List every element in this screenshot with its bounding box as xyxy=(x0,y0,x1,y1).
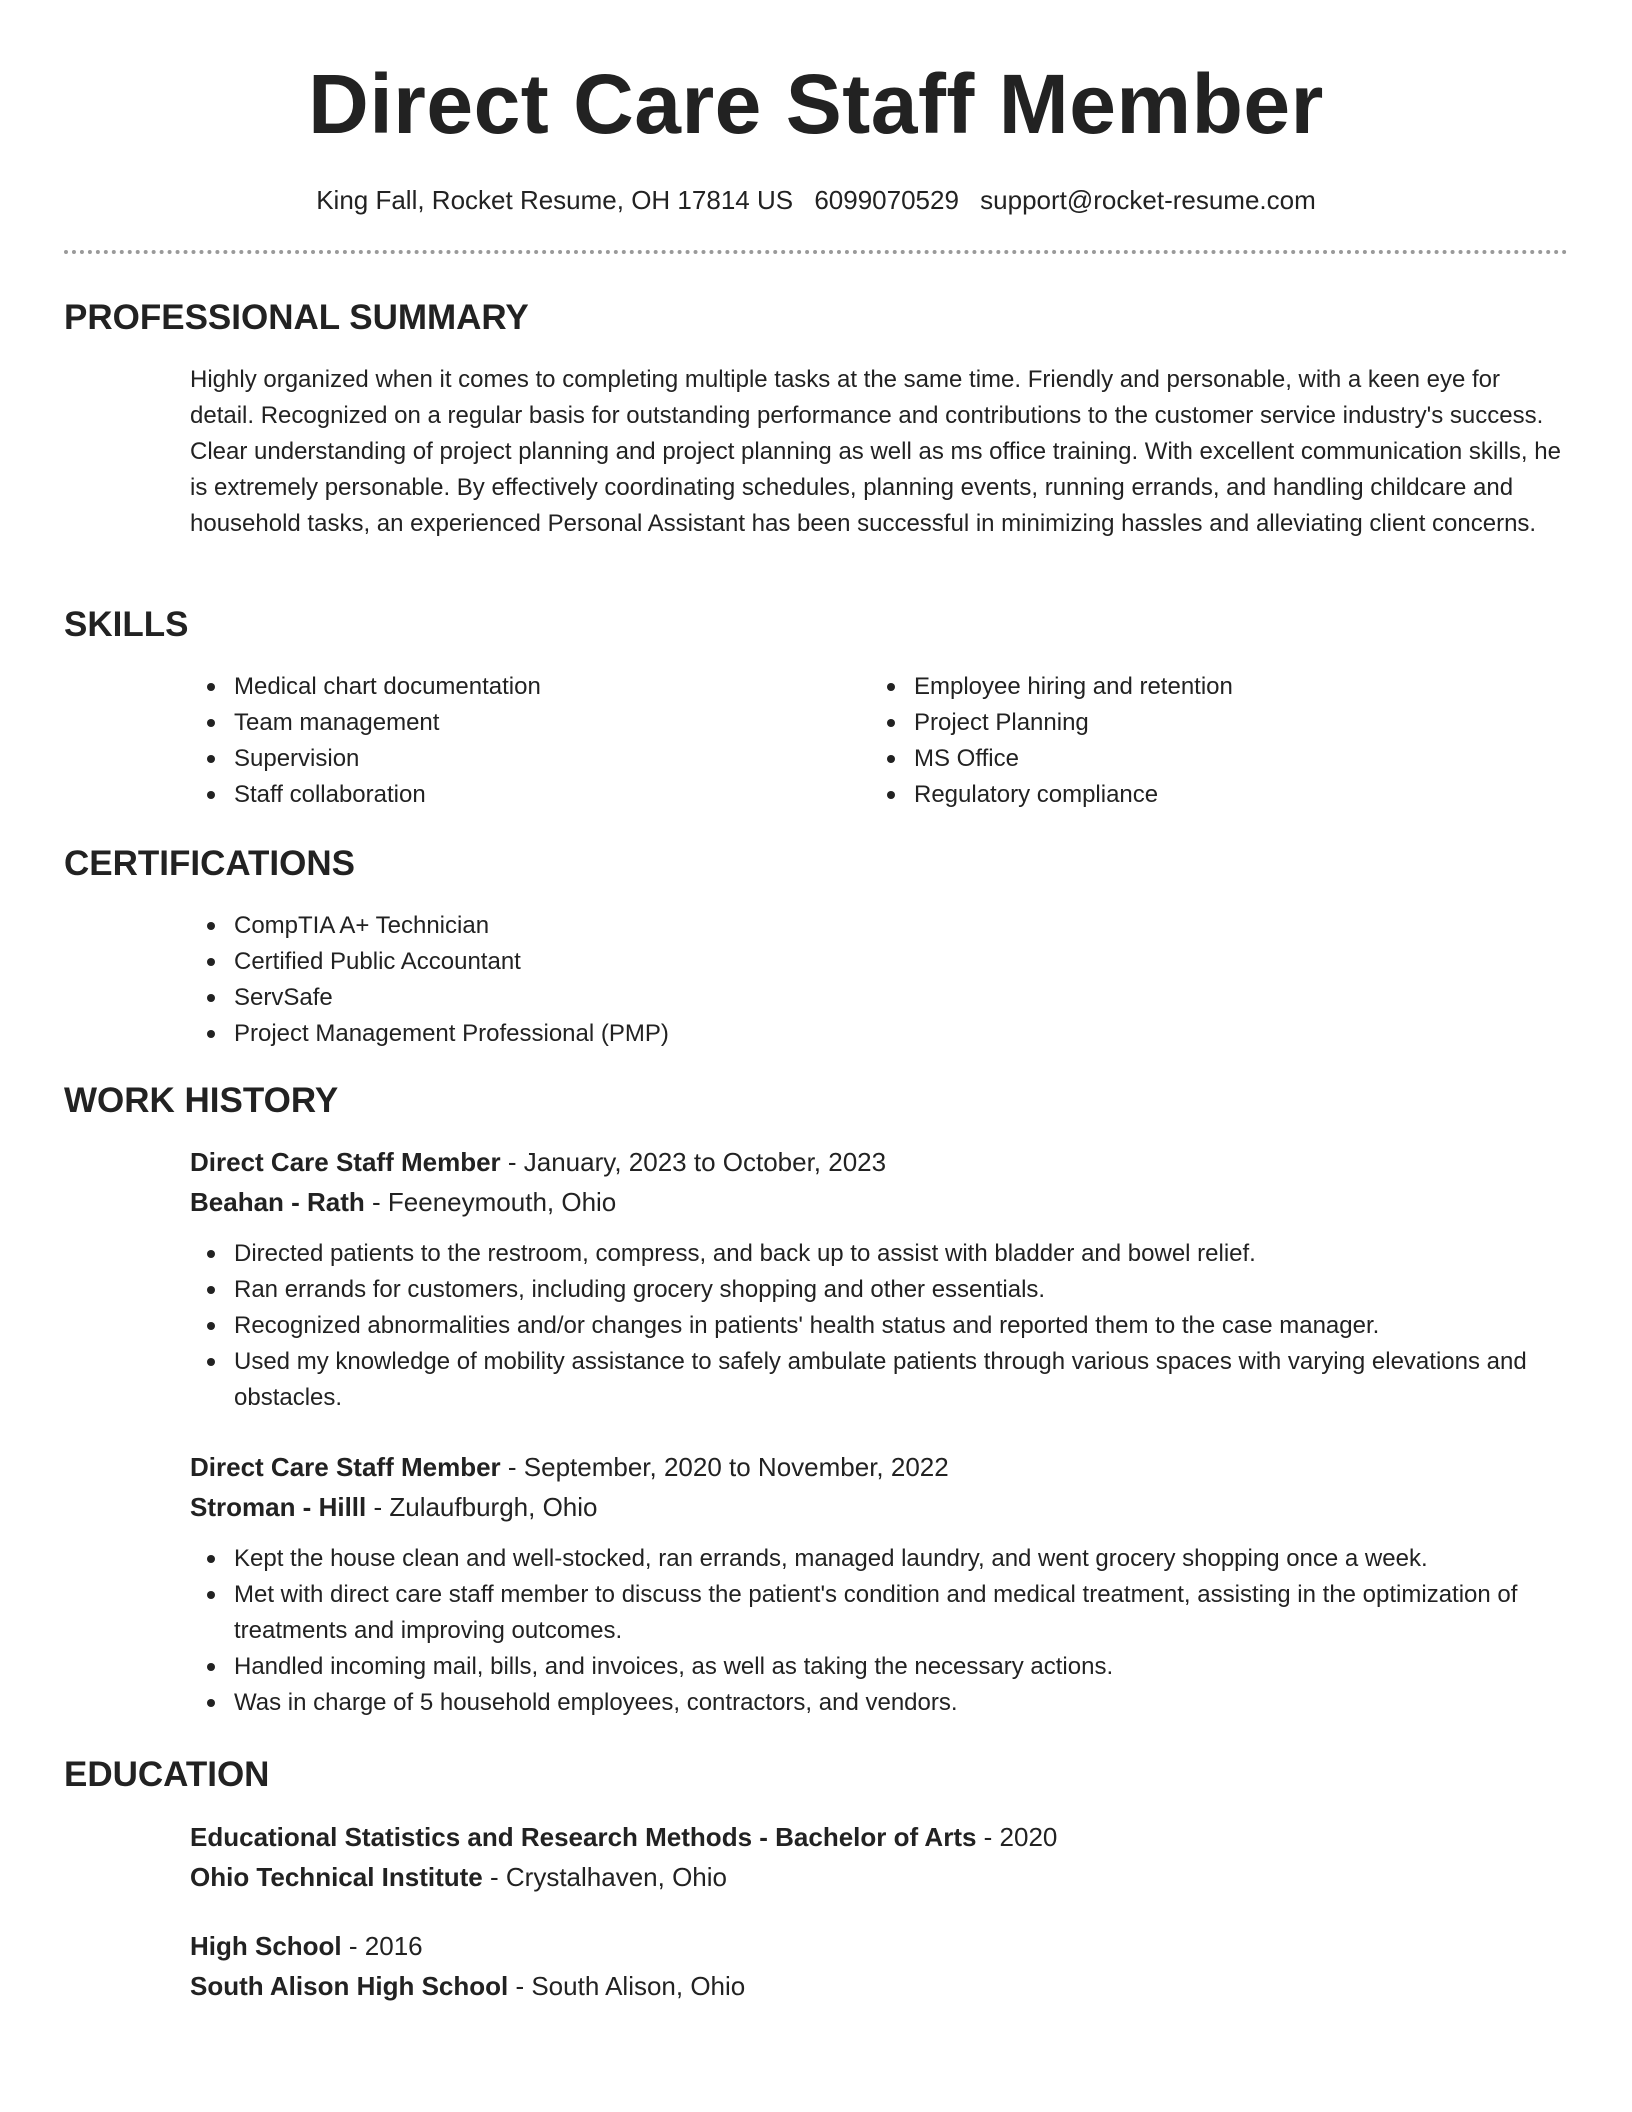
school-name: South Alison High School xyxy=(190,1971,509,2001)
certifications-list xyxy=(190,908,1570,1052)
list-item: Staff collaboration xyxy=(190,777,870,813)
list-item: Kept the house clean and well-stocked, ran errands, managed laundry, and went grocery shopping once a week. xyxy=(190,1541,1570,1577)
contact-line xyxy=(64,182,1568,218)
list-item: Certified Public Accountant xyxy=(190,944,1570,980)
skills-list-right xyxy=(870,669,1550,813)
header-divider xyxy=(64,250,1568,254)
school-location: - Crystalhaven, Ohio xyxy=(482,1862,727,1892)
list-item: Project Planning xyxy=(870,705,1550,741)
job-role: Direct Care Staff Member xyxy=(190,1147,501,1177)
job-title-line xyxy=(190,1447,1570,1487)
list-item: Directed patients to the restroom, compress, and back up to assist with bladder and bowel relief. xyxy=(190,1236,1570,1272)
education-entry xyxy=(190,1926,1570,2006)
job-duties-list xyxy=(190,1236,1570,1416)
list-item: Recognized abnormalities and/or changes in patients' health status and reported them to the case manager. xyxy=(190,1308,1570,1344)
summary-heading: PROFESSIONAL SUMMARY xyxy=(64,298,529,337)
job-location: - Feeneymouth, Ohio xyxy=(364,1187,617,1217)
skills-list-left xyxy=(190,669,870,813)
list-item: Supervision xyxy=(190,741,870,777)
list-item: CompTIA A+ Technician xyxy=(190,908,1570,944)
phone: 6099070529 xyxy=(814,185,959,215)
school-line xyxy=(190,1966,1570,2006)
list-item: Team management xyxy=(190,705,870,741)
degree-line xyxy=(190,1926,1570,1966)
school-location: - South Alison, Ohio xyxy=(508,1971,746,2001)
job-entry xyxy=(190,1142,1570,1416)
job-duties-list xyxy=(190,1541,1570,1721)
school-line xyxy=(190,1857,1570,1897)
job-title-line xyxy=(190,1142,1570,1182)
job-dates: - September, 2020 to November, 2022 xyxy=(500,1452,949,1482)
job-entry xyxy=(190,1447,1570,1721)
address: King Fall, Rocket Resume, OH 17814 US xyxy=(316,185,794,215)
resume-page xyxy=(64,0,1568,2112)
education-entry xyxy=(190,1817,1570,1897)
job-company: Beahan - Rath xyxy=(190,1187,365,1217)
job-location: - Zulaufburgh, Ohio xyxy=(366,1492,598,1522)
degree-line xyxy=(190,1817,1570,1857)
certifications-heading: CERTIFICATIONS xyxy=(64,844,356,883)
certifications-section xyxy=(190,908,1570,1052)
job-company-line xyxy=(190,1487,1570,1527)
work-history-heading: WORK HISTORY xyxy=(64,1081,339,1120)
list-item: Handled incoming mail, bills, and invoices, as well as taking the necessary actions. xyxy=(190,1649,1570,1685)
summary-section xyxy=(190,362,1570,542)
skills-section xyxy=(190,669,1570,813)
list-item: MS Office xyxy=(870,741,1550,777)
education-heading: EDUCATION xyxy=(64,1755,270,1794)
list-item: Was in charge of 5 household employees, contractors, and vendors. xyxy=(190,1685,1570,1721)
graduation-year: - 2016 xyxy=(341,1931,423,1961)
degree: High School xyxy=(190,1931,342,1961)
skills-heading: SKILLS xyxy=(64,605,189,644)
job-company-line xyxy=(190,1182,1570,1222)
list-item: Ran errands for customers, including grocery shopping and other essentials. xyxy=(190,1272,1570,1308)
list-item: ServSafe xyxy=(190,980,1570,1016)
candidate-name: Direct Care Staff Member xyxy=(308,57,1324,151)
job-role: Direct Care Staff Member xyxy=(190,1452,501,1482)
list-item: Medical chart documentation xyxy=(190,669,870,705)
list-item: Project Management Professional (PMP) xyxy=(190,1016,1570,1052)
job-company: Stroman - Hilll xyxy=(190,1492,367,1522)
list-item: Used my knowledge of mobility assistance to safely ambulate patients through various spaces with varying elevations and obstacles. xyxy=(190,1344,1570,1416)
list-item: Met with direct care staff member to discuss the patient's condition and medical treatment, assisting in the optimization of treatments and improving outcomes. xyxy=(190,1577,1570,1649)
graduation-year: - 2020 xyxy=(976,1822,1058,1852)
list-item: Regulatory compliance xyxy=(870,777,1550,813)
email[interactable]: support@rocket-resume.com xyxy=(980,185,1316,215)
degree: Educational Statistics and Research Methods - Bachelor of Arts xyxy=(190,1822,977,1852)
school-name: Ohio Technical Institute xyxy=(190,1862,483,1892)
list-item: Employee hiring and retention xyxy=(870,669,1550,705)
summary-text: Highly organized when it comes to completing multiple tasks at the same time. Friendly and personable, with a keen eye for detail. Recognized on a regular basis for outstanding performance and contributions to the customer service industry's success. Clear understanding of project planning and project planning as well as ms office training. With excellent communication skills, he is extremely personable. By effectively coordinating schedules, planning events, running errands, and handling childcare and household tasks, an experienced Personal Assistant has been successful in minimizing hassles and alleviating client concerns. xyxy=(190,366,1561,537)
job-dates: - January, 2023 to October, 2023 xyxy=(500,1147,887,1177)
